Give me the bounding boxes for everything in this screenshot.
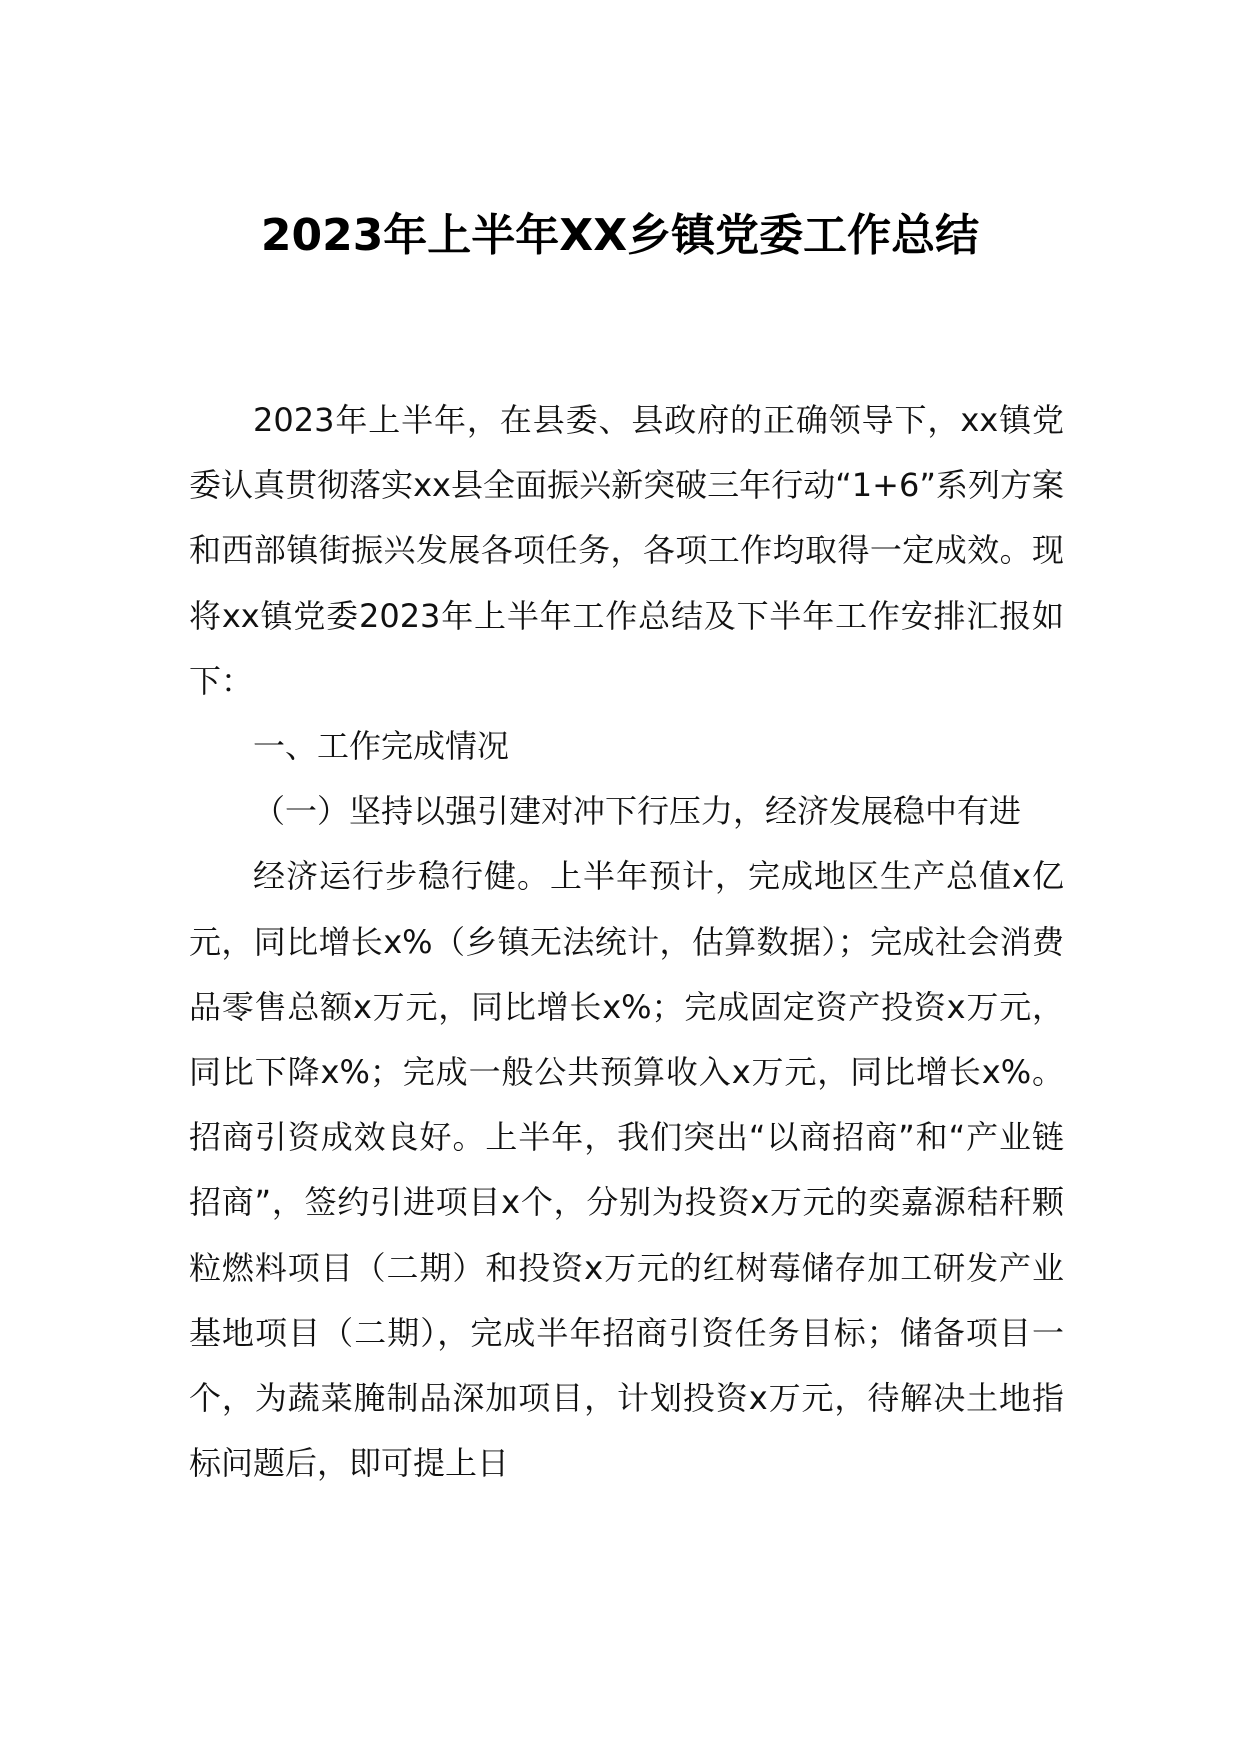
subsection-heading-1: （一）坚持以强引建对冲下行压力，经济发展稳中有进 [253, 792, 1022, 831]
economy-paragraph: 经济运行步稳行健。上半年预计，完成地区生产总值x亿元，同比增长x%（乡镇无法统计，估算数据）；完成社会消费品零售总额x万元，同比增长x%；完成固定资产投资x万元，同比下降x%；完成一般公共预算收入x万元，同比增长x%。招商引资成效良好。上半年，我们突出“以商招商”和“产业链招商”，签约引进项目x个，分别为投资x万元的奕嘉源秸秆颗粒燃料项目（二期）和投资x万元的红树莓储存加工研发产业基地项目（二期），完成半年招商引资任务目标；储备项目一个，为蔬菜腌制品深加项目，计划投资x万元，待解决土地指标问题后，即可提上日 [189, 857, 1064, 1483]
intro-paragraph: 2023年上半年，在县委、县政府的正确领导下，xx镇党委认真贯彻落实xx县全面振兴新突破三年行动“1+6”系列方案和西部镇街振兴发展各项任务，各项工作均取得一定成效。现将xx镇党委2023年上半年工作总结及下半年工作安排汇报如下： [189, 401, 1064, 700]
document-title: 2023年上半年XX乡镇党委工作总结 [260, 210, 980, 261]
document-body [189, 388, 1064, 1496]
section-heading-1: 一、工作完成情况 [253, 727, 510, 766]
